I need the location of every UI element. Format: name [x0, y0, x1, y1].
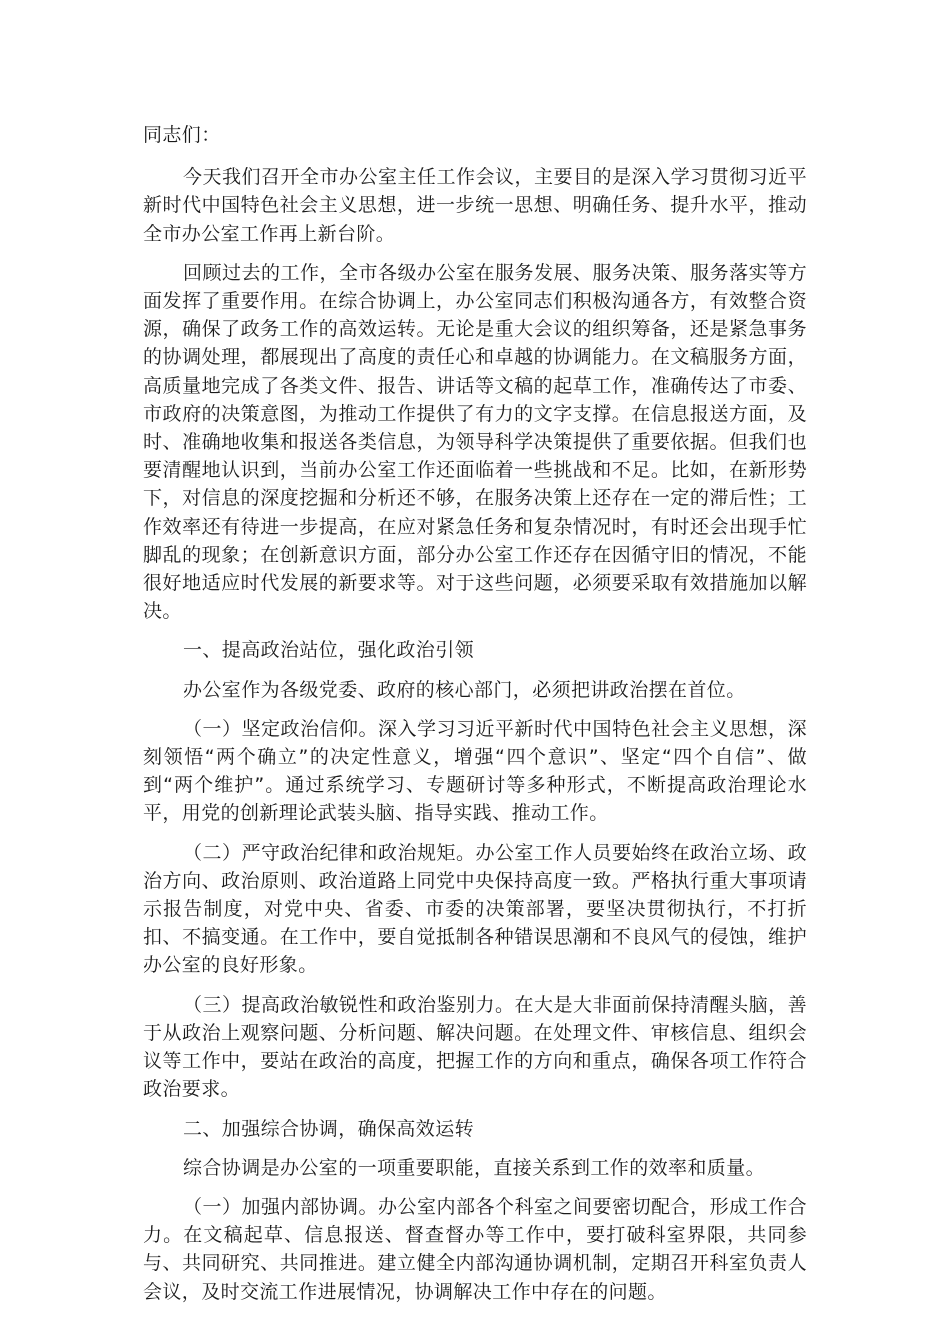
- document-page: [143, 121, 807, 1317]
- paragraph-section-1-lead: 办公室作为各级党委、政府的核心部门，必须把讲政治摆在首位。: [183, 678, 746, 701]
- paragraph-section-1-item-1: （一）坚定政治信仰。深入学习习近平新时代中国特色社会主义思想，深刻领悟“两个确立”的决定性意义，增强“四个意识”、坚定“四个自信”、做到“两个维护”。通过系统学习、专题研讨等多种形式，不断提高政治理论水平，用党的创新理论武装头脑、指导实践、推动工作。: [143, 717, 807, 825]
- salutation: 同志们：: [143, 124, 221, 146]
- paragraph-section-1-item-3: （三）提高政治敏锐性和政治鉴别力。在大是大非面前保持清醒头脑，善于从政治上观察问题、分析问题、解决问题。在处理文件、审核信息、组织会议等工作中，要站在政治的高度，把握工作的方向和重点，确保各项工作符合政治要求。: [143, 993, 807, 1101]
- section-heading-1: 一、提高政治站位，强化政治引领: [183, 639, 475, 662]
- paragraph-intro: 今天我们召开全市办公室主任工作会议，主要目的是深入学习贯彻习近平新时代中国特色社会主义思想，进一步统一思想、明确任务、提升水平，推动全市办公室工作再上新台阶。: [143, 166, 807, 245]
- paragraph-section-2-item-1: （一）加强内部协调。办公室内部各个科室之间要密切配合，形成工作合力。在文稿起草、信息报送、督查督办等工作中，要打破科室界限，共同参与、共同研究、共同推进。建立健全内部沟通协调机制，定期召开科室负责人会议，及时交流工作进展情况，协调解决工作中存在的问题。: [143, 1195, 807, 1303]
- section-heading-2: 二、加强综合协调，确保高效运转: [183, 1117, 475, 1140]
- paragraph-section-1-item-2: （二）严守政治纪律和政治规矩。办公室工作人员要始终在政治立场、政治方向、政治原则、政治道路上同党中央保持高度一致。严格执行重大事项请示报告制度，对党中央、省委、市委的决策部署，要坚决贯彻执行，不打折扣、不搞变通。在工作中，要自觉抵制各种错误思潮和不良风气的侵蚀，维护办公室的良好形象。: [143, 841, 807, 977]
- paragraph-review: 回顾过去的工作，全市各级办公室在服务发展、服务决策、服务落实等方面发挥了重要作用。在综合协调上，办公室同志们积极沟通各方，有效整合资源，确保了政务工作的高效运转。无论是重大会议的组织筹备，还是紧急事务的协调处理，都展现出了高度的责任心和卓越的协调能力。在文稿服务方面，高质量地完成了各类文件、报告、讲话等文稿的起草工作，准确传达了市委、市政府的决策意图，为推动工作提供了有力的文字支撑。在信息报送方面，及时、准确地收集和报送各类信息，为领导科学决策提供了重要依据。但我们也要清醒地认识到，当前办公室工作还面临着一些挑战和不足。比如，在新形势下，对信息的深度挖掘和分析还不够，在服务决策上还存在一定的滞后性；工作效率还有待进一步提高，在应对紧急任务和复杂情况时，有时还会出现手忙脚乱的现象；在创新意识方面，部分办公室工作还存在因循守旧的情况，不能很好地适应时代发展的新要求等。对于这些问题，必须要采取有效措施加以解决。: [143, 261, 807, 623]
- paragraph-section-2-lead: 综合协调是办公室的一项重要职能，直接关系到工作的效率和质量。: [183, 1156, 766, 1179]
